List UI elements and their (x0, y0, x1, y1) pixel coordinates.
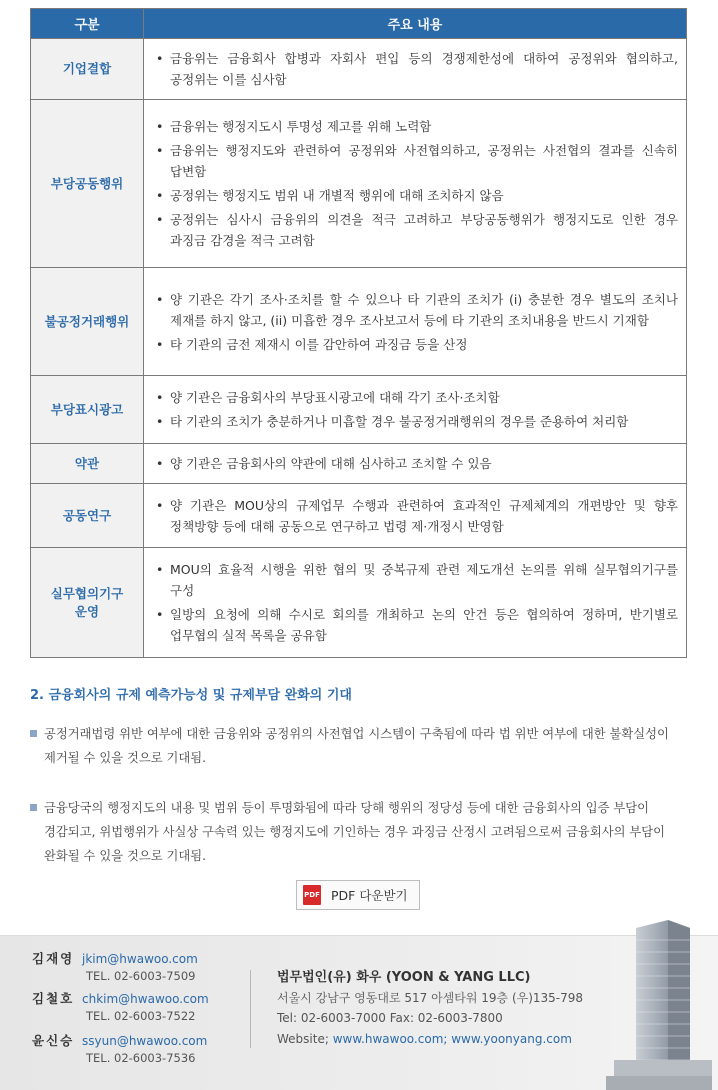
building-illustration (606, 920, 712, 1090)
list-item: • 일방의 요청에 의해 수시로 회의를 개최하고 논의 안건 등은 협의하여 정하며, 반기별로 업무협의 실적 목록을 공유함 (154, 604, 678, 646)
contact-entry (32, 1032, 207, 1067)
contact-entry (32, 990, 209, 1025)
row-category: 부당표시광고 (31, 376, 144, 444)
list-item: • 타 기관의 금전 제재시 이를 감안하여 과징금 등을 산정 (154, 334, 678, 355)
contact-entry (32, 950, 198, 985)
table-row (31, 100, 687, 268)
table-row (31, 484, 687, 548)
row-category: 실무협의기구 운영 (31, 548, 144, 658)
table-row (31, 444, 687, 484)
contact-name: 김철호 (32, 991, 75, 1006)
table-row (31, 548, 687, 658)
contact-name: 윤신승 (32, 1033, 75, 1048)
row-content (144, 100, 687, 268)
list-item: • 공정위는 심사시 금융위의 의견을 적극 고려하고 부당공동행위가 행정지도로 인한 경우 과징금 감경을 적극 고려함 (154, 209, 678, 251)
square-bullet-icon (30, 730, 37, 737)
firm-website-label: Website; (277, 1032, 329, 1046)
pdf-icon: PDF (303, 885, 321, 905)
contact-tel: TEL. 02-6003-7509 (86, 969, 196, 983)
list-item: • 양 기관은 금융회사의 약관에 대해 심사하고 조치할 수 있음 (154, 453, 678, 474)
paragraph-text: 금융당국의 행정지도의 내용 및 범위 등이 투명화됨에 따라 당해 행위의 정당성 등에 대한 금융회사의 입증 부담이 경감되고, 위법행위가 사실상 구속력 있는 행정지도에 기인하는 경우 과징금 산정시 고려됨으로써 금융회사의 부담이 완화될 수 있을 것으로 기대됨. (44, 801, 665, 863)
square-bullet-icon (30, 804, 37, 811)
row-category: 기업결합 (31, 39, 144, 100)
row-content (144, 548, 687, 658)
list-item: • 공정위는 행정지도 범위 내 개별적 행위에 대해 조치하지 않음 (154, 185, 678, 206)
mou-table-container (30, 8, 686, 658)
row-content (144, 376, 687, 444)
list-item: • 양 기관은 금융회사의 부당표시광고에 대해 각기 조사·조치함 (154, 387, 678, 408)
firm-website-line (277, 1029, 572, 1049)
header-category: 구분 (31, 9, 144, 39)
list-item: • MOU의 효율적 시행을 위한 협의 및 중복규제 관련 제도개선 논의를 위해 실무협의기구를 구성 (154, 559, 678, 601)
mou-table (30, 8, 687, 658)
row-content (144, 39, 687, 100)
firm-phone: Tel: 02-6003-7000 Fax: 02-6003-7800 (277, 1011, 503, 1025)
footer-divider (250, 970, 251, 1048)
row-category: 부당공동행위 (31, 100, 144, 268)
list-item: • 금융위는 행정지도와 관련하여 공정위와 사전협의하고, 공정위는 사전협의 결과를 신속히 답변함 (154, 140, 678, 182)
section-title: 2. 금융회사의 규제 예측가능성 및 규제부담 완화의 기대 (30, 688, 352, 703)
row-content (144, 444, 687, 484)
row-category: 불공정거래행위 (31, 268, 144, 376)
list-item: • 양 기관은 MOU상의 규제업무 수행과 관련하여 효과적인 규제체계의 개편방안 및 향후 정책방향 등에 대해 공동으로 연구하고 법령 제·개정시 반영함 (154, 495, 678, 537)
list-item: • 금융위는 행정지도시 투명성 제고를 위해 노력함 (154, 116, 678, 137)
header-content: 주요 내용 (144, 9, 687, 39)
row-content (144, 484, 687, 548)
firm-website-link[interactable]: www.hwawoo.com; www.yoonyang.com (332, 1032, 572, 1046)
contact-email-link[interactable]: ssyun@hwawoo.com (82, 1034, 208, 1048)
contact-tel: TEL. 02-6003-7536 (86, 1051, 196, 1065)
paragraph-text: 공정거래법령 위반 여부에 대한 금융위와 공정위의 사전협업 시스템이 구축됨에 따라 법 위반 여부에 대한 불확실성이 제거될 수 있을 것으로 기대됨. (44, 727, 669, 765)
paragraph (30, 722, 692, 770)
row-category: 공동연구 (31, 484, 144, 548)
row-content (144, 268, 687, 376)
table-header-row (31, 9, 687, 39)
contact-email-link[interactable]: chkim@hwawoo.com (82, 992, 209, 1006)
firm-name: 법무법인(유) 화우 (YOON & YANG LLC) (277, 970, 531, 985)
table-row (31, 268, 687, 376)
contact-tel: TEL. 02-6003-7522 (86, 1009, 196, 1023)
table-row (31, 376, 687, 444)
pdf-download-label: PDF 다운받기 (331, 888, 408, 903)
table-row (31, 39, 687, 100)
list-item: • 타 기관의 조치가 충분하거나 미흡할 경우 불공정거래행위의 경우를 준용하여 처리함 (154, 411, 678, 432)
paragraph (30, 796, 692, 868)
contact-email-link[interactable]: jkim@hwawoo.com (82, 952, 198, 966)
firm-address: 서울시 강남구 영동대로 517 아셈타워 19층 (우)135-798 (277, 991, 584, 1005)
list-item: • 양 기관은 각기 조사·조치를 할 수 있으나 타 기관의 조치가 (i) 충분한 경우 별도의 조치나 제재를 하지 않고, (ii) 미흡한 경우 조사보고서 등에 타 기관의 조치내용을 반드시 기재함 (154, 289, 678, 331)
list-item: • 금융위는 금융회사 합병과 자회사 편입 등의 경쟁제한성에 대하여 공정위와 협의하고, 공정위는 이를 심사함 (154, 48, 678, 90)
contact-name: 김재영 (32, 951, 75, 966)
row-category: 약관 (31, 444, 144, 484)
pdf-download-button[interactable] (296, 880, 420, 910)
